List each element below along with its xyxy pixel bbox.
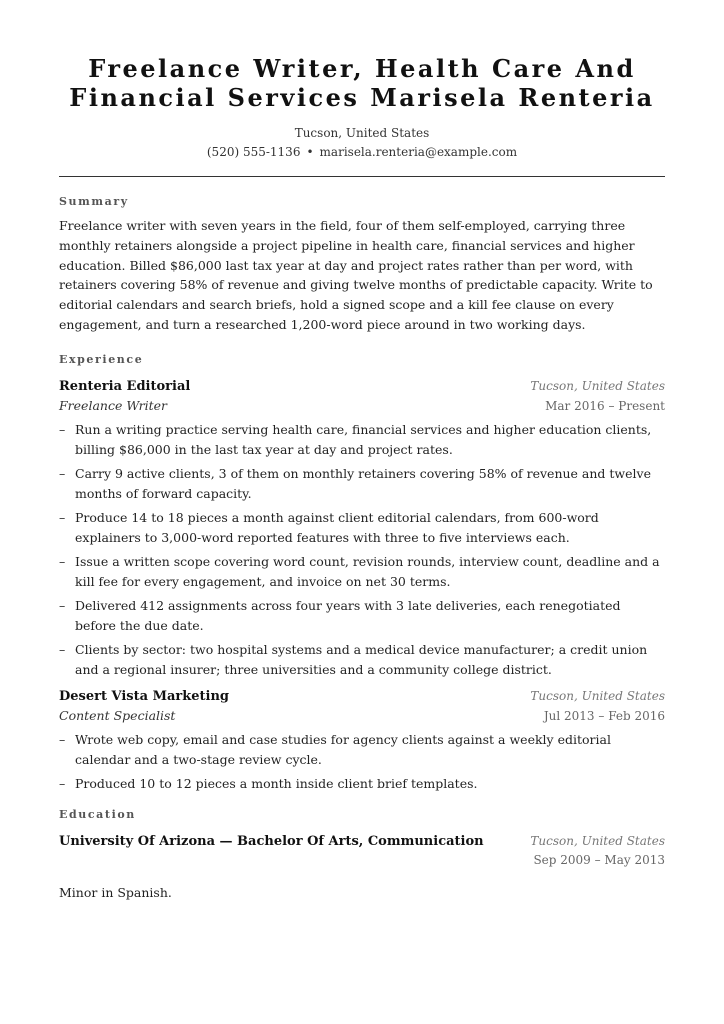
summary-text: Freelance writer with seven years in the field, four of them self-employed, carrying three monthly retainers alongside a project pipeline in health care, financial services and higher education. Billed $86,000 last tax year at day and project rates rather than per word, with retainers covering 58% of revenue and giving twelve months of predictable capacity. Write to editorial calendars and search briefs, hold a signed scope and a kill fee clause on every engagement, and turn a researched 1,200-word piece around in two working days. [59,218,653,332]
job-role: Content Specialist [59,708,176,724]
bullet-dash: – [59,421,66,437]
bullet-text: Produced 10 to 12 pieces a month inside client brief templates. [75,775,478,791]
summary-heading: Summary [59,195,129,208]
bullet-dash: – [59,775,66,791]
bullet-item [59,552,665,592]
degree-name: University Of Arizona — Bachelor Of Arts, Communication [59,833,484,849]
bullet-item [59,464,665,504]
bullet-item [59,774,665,794]
bullet-dash: – [59,642,66,658]
company-name: Desert Vista Marketing [59,688,230,704]
bullet-item [59,640,665,680]
contact-line [59,143,665,162]
bullet-item [59,508,665,548]
bullet-item [59,730,665,770]
job-dates: Mar 2016 – Present [545,399,665,414]
job-location: Tucson, United States [530,378,665,393]
education-heading: Education [59,807,136,821]
bullet-dash: – [59,598,66,614]
job-dates: Jul 2013 – Feb 2016 [543,709,665,724]
job-header-row [59,377,665,397]
candidate-name: Freelance Writer, Health Care And Financial Services Marisela Renteria [69,54,655,112]
bullet-text: Produce 14 to 18 pieces a month against client editorial calendars, from 600-word explainers to 3,000-word reported features with three to five interviews each. [75,509,599,545]
education-note: Minor in Spanish. [59,884,172,900]
education-header-row [59,832,665,852]
bullet-text: Run a writing practice serving health care, financial services and higher education clients, billing $86,000 in the last tax year at day and project rates. [75,421,652,457]
job-header-row [59,687,665,707]
header-location: Tucson, United States [294,126,430,140]
education-location: Tucson, United States [530,833,665,848]
bullet-dash: – [59,465,66,481]
job-bullets [59,730,665,794]
education-dates: Sep 2009 – May 2013 [533,853,665,868]
bullet-dash: – [59,731,66,747]
bullet-dash: – [59,554,66,570]
job-entry-renteria-editorial [59,377,665,680]
header-divider [59,176,665,177]
bullet-dash: – [59,509,66,525]
job-location: Tucson, United States [530,688,665,703]
experience-heading: Experience [59,352,144,366]
bullet-text: Clients by sector: two hospital systems and a medical device manufacturer; a credit union and a regional insurer; three universities and a community college district. [75,642,648,678]
bullet-text: Wrote web copy, email and case studies for agency clients against a weekly editorial calendar and a two-stage review cycle. [75,731,611,767]
job-entry-desert-vista-marketing [59,687,665,794]
bullet-text: Issue a written scope covering word count, revision rounds, interview count, deadline and a kill fee for every engagement, and invoice on net 30 terms. [75,554,660,589]
email-address: marisela.renteria@example.com [319,145,518,159]
bullet-text: Carry 9 active clients, 3 of them on monthly retainers covering 58% of revenue and twelve months of forward capacity. [75,465,651,501]
contact-separator: • [306,145,314,159]
job-bullets [59,420,665,680]
company-name: Renteria Editorial [59,378,191,394]
bullet-item [59,596,665,636]
education-entry [59,832,665,902]
phone-number: (520) 555-1136 [206,145,301,159]
job-role-row [59,706,665,727]
job-role-row [59,396,665,417]
education-dates-row [59,851,665,871]
bullet-item [59,420,665,460]
bullet-text: Delivered 412 assignments across four years with 3 late deliveries, each renegotiated before the due date. [75,598,621,633]
resume-header [59,54,665,162]
job-role: Freelance Writer [59,398,167,414]
